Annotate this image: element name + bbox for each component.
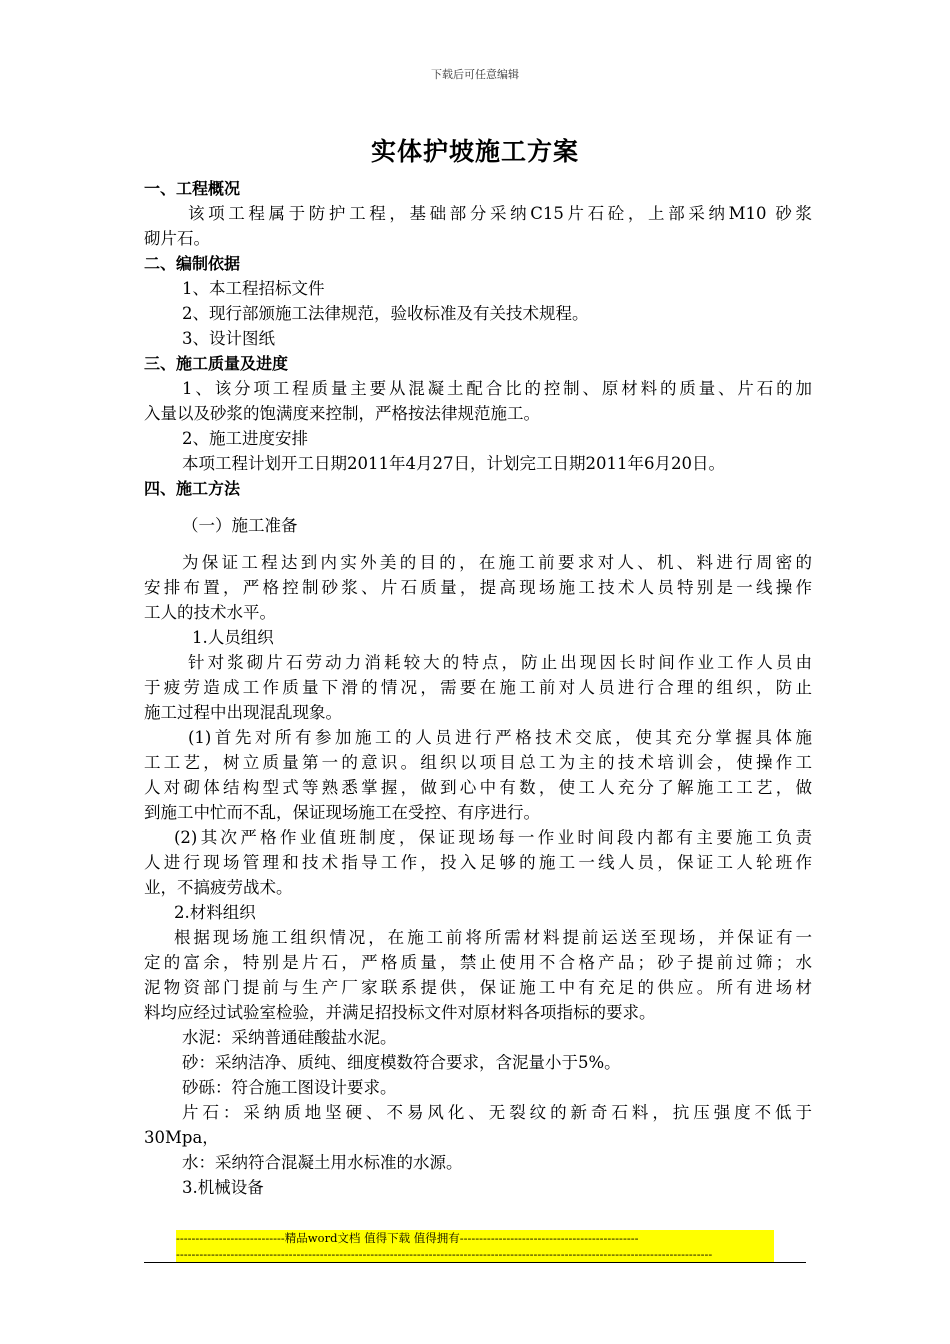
body-line: 3、设计图纸: [182, 329, 275, 348]
body-line: 于疲劳造成工作质量下滑的情况，需要在施工前对人员进行合理的组织，防止: [144, 678, 812, 697]
body-line: (2)其次严格作业值班制度，保证现场每一作业时间段内都有主要施工负责: [174, 828, 812, 847]
body-line: 施工过程中出现混乱现象。: [144, 703, 342, 722]
body-line: 安排布置，严格控制砂浆、片石质量，提高现场施工技术人员特别是一线操作: [144, 578, 812, 597]
body-line: 30Mpa，: [144, 1128, 219, 1147]
body-line: 该项工程属于防护工程，基础部分采纳C15片石砼，上部采纳M10 砂浆: [188, 204, 812, 223]
section-heading: 三、施工质量及进度: [144, 354, 289, 373]
body-line: 人进行现场管理和技术指导工作，投入足够的施工一线人员，保证工人轮班作: [144, 853, 812, 872]
body-line: （一）施工准备: [182, 516, 298, 535]
footer-banner-line-1: ----------------------------精品word文档 值得下载 值得拥有----------------------------------------------: [176, 1230, 774, 1246]
body-line: 本项工程计划开工日期2011年4月27日，计划完工日期2011年6月20日。: [182, 454, 725, 473]
section-heading: 二、编制依据: [144, 254, 241, 273]
section-heading: 一、工程概况: [144, 179, 241, 198]
body-line: 工人的技术水平。: [144, 603, 276, 622]
section-heading: 四、施工方法: [144, 479, 241, 498]
body-line: 2、施工进度安排: [182, 429, 308, 448]
body-line: 料均应经过试验室检验，并满足招投标文件对原材料各项指标的要求。: [144, 1003, 656, 1022]
body-line: (1)首先对所有参加施工的人员进行严格技术交底，使其充分掌握具体施: [188, 728, 812, 747]
body-line: 到施工中忙而不乱，保证现场施工在受控、有序进行。: [144, 803, 540, 822]
body-line: 3.机械设备: [182, 1178, 264, 1197]
body-line: 定的富余，特别是片石，严格质量，禁止使用不合格产品；砂子提前过筛；水: [144, 953, 812, 972]
body-line: 为保证工程达到内实外美的目的，在施工前要求对人、机、料进行周密的: [182, 553, 812, 572]
body-line: 2.材料组织: [174, 903, 256, 922]
body-line: 业，不搞疲劳战术。: [144, 878, 293, 897]
body-line: 泥物资部门提前与生产厂家联系提供，保证施工中有充足的供应。所有进场材: [144, 978, 812, 997]
body-line: 水泥：采纳普通硅酸盐水泥。: [182, 1028, 397, 1047]
body-line: 1.人员组织: [192, 628, 274, 647]
body-line: 片石：采纳质地坚硬、不易风化、无裂纹的新奇石料，抗压强度不低于: [182, 1103, 812, 1122]
footer-banner-line-2: ------------------------------------------------------------------------------------------------------------------------------------------: [176, 1246, 774, 1262]
body-line: 工工艺，树立质量第一的意识。组织以项目总工为主的技术培训会，使操作工: [144, 753, 812, 772]
body-line: 砌片石。: [144, 229, 210, 248]
spacer: [144, 538, 812, 550]
body-line: 1、该分项工程质量主要从混凝土配合比的控制、原材料的质量、片石的加: [182, 379, 812, 398]
body-line: 入量以及砂浆的饱满度来控制，严格按法律规范施工。: [144, 404, 540, 423]
body-line: 1、本工程招标文件: [182, 279, 325, 298]
document-body: [144, 176, 812, 1200]
footer-rule: [144, 1262, 806, 1263]
document-title: 实体护坡施工方案: [370, 137, 579, 166]
body-line: 人对砌体结构型式等熟悉掌握，做到心中有数，使工人充分了解施工工艺，做: [144, 778, 812, 797]
body-line: 砂：采纳洁净、质纯、细度模数符合要求，含泥量小于5%。: [182, 1053, 621, 1072]
body-line: 2、现行部颁施工法律规范，验收标准及有关技术规程。: [182, 304, 589, 323]
body-line: 根据现场施工组织情况，在施工前将所需材料提前运送至现场，并保证有一: [174, 928, 812, 947]
body-line: 针对浆砌片石劳动力消耗较大的特点，防止出现因长时间作业工作人员由: [188, 653, 812, 672]
body-line: 砂砾：符合施工图设计要求。: [182, 1078, 397, 1097]
spacer: [144, 501, 812, 513]
body-line: 水：采纳符合混凝土用水标准的水源。: [182, 1153, 463, 1172]
header-note: 下载后可任意编辑: [431, 68, 519, 81]
